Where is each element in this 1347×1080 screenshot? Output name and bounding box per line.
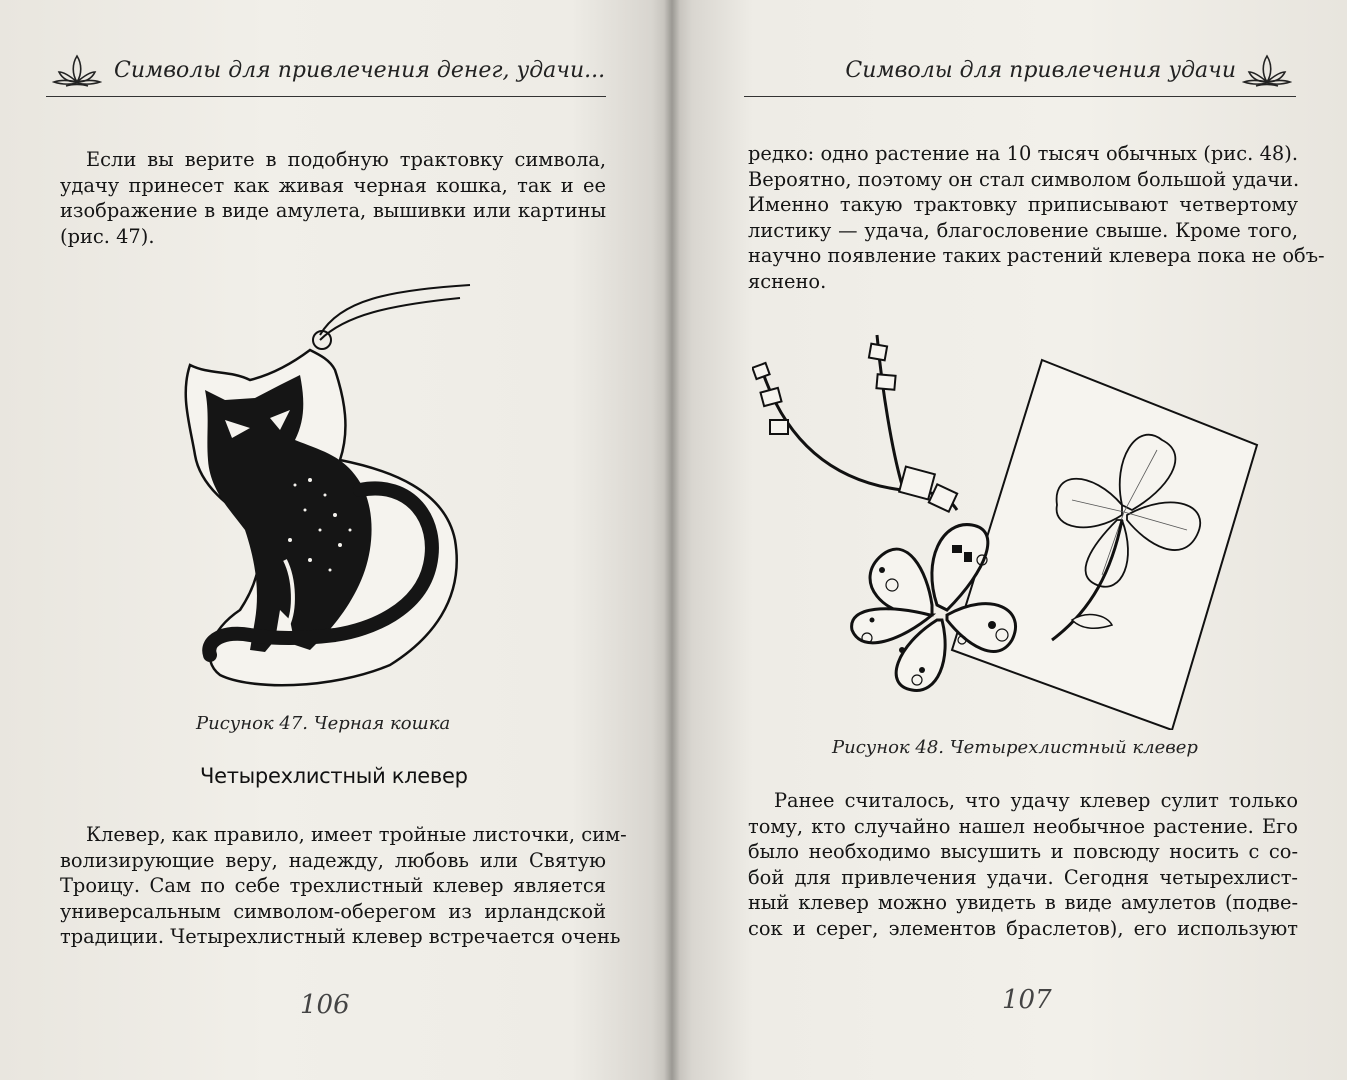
left-running-header — [46, 46, 606, 97]
left-figure-caption: Рисунок 47. Черная кошка — [196, 713, 451, 734]
lotus-icon — [1242, 50, 1292, 90]
book-gutter — [664, 0, 680, 1080]
right-page — [672, 0, 1347, 1080]
right-figure-caption: Рисунок 48. Четырехлистный клевер — [832, 737, 1198, 758]
lotus-icon — [52, 50, 102, 90]
right-header-text: Символы для привлечения удачи — [845, 58, 1236, 83]
right-paragraph-2 — [748, 788, 1298, 942]
text-line: Клевер, как правило, имеет тройные листочки, сим- — [86, 823, 627, 846]
left-paragraph-1 — [60, 147, 606, 249]
text-line: традиции. Четырехлистный клевер встречается очень — [60, 925, 621, 949]
right-page-number: 107 — [1002, 985, 1052, 1015]
section-heading: Четырехлистный клевер — [200, 764, 468, 788]
text-line: удачу принесет как живая черная кошка, так и ее — [60, 173, 606, 197]
left-paragraph-2 — [60, 822, 627, 950]
text-line: редко: одно растение на 10 тысяч обычных (рис. 48). — [748, 142, 1298, 165]
left-page — [0, 0, 672, 1080]
right-paragraph-1 — [748, 141, 1325, 295]
right-running-header — [744, 46, 1296, 97]
text-line: (рис. 47). — [60, 224, 155, 248]
text-line: листику — удача, благословение свыше. Кроме того, — [748, 218, 1298, 242]
text-line: яснено. — [748, 269, 827, 293]
text-line: было необходимо высушить и повсюду носить с со- — [748, 840, 1298, 864]
left-header-text: Символы для привлечения денег, удачи... — [114, 58, 606, 83]
black-cat-amulet-figure — [170, 280, 490, 700]
text-line: Вероятно, поэтому он стал символом большой удачи. — [748, 167, 1300, 191]
text-line: Ранее считалось, что удачу клевер сулит только — [774, 789, 1298, 812]
text-line: бой для привлечения удачи. Сегодня четырехлист- — [748, 865, 1298, 889]
four-leaf-clover-pendant-figure — [752, 320, 1272, 730]
text-line: сок и серег, элементов браслетов), его используют — [748, 916, 1298, 940]
text-line: ный клевер можно увидеть в виде амулетов (подве- — [748, 891, 1298, 915]
text-line: Троицу. Сам по себе трехлистный клевер является — [60, 874, 606, 898]
left-page-number: 106 — [300, 990, 350, 1020]
text-line: волизирующие веру, надежду, любовь или Святую — [60, 848, 606, 872]
text-line: тому, кто случайно нашел необычное растение. Его — [748, 814, 1298, 838]
text-line: Именно такую трактовку приписывают четвертому — [748, 193, 1298, 217]
text-line: универсальным символом-оберегом из ирландской — [60, 899, 606, 923]
text-line: научно появление таких растений клевера пока не объ- — [748, 244, 1325, 268]
text-line: Если вы верите в подобную трактовку символа, — [86, 148, 606, 171]
text-line: изображение в виде амулета, вышивки или картины — [60, 199, 606, 223]
